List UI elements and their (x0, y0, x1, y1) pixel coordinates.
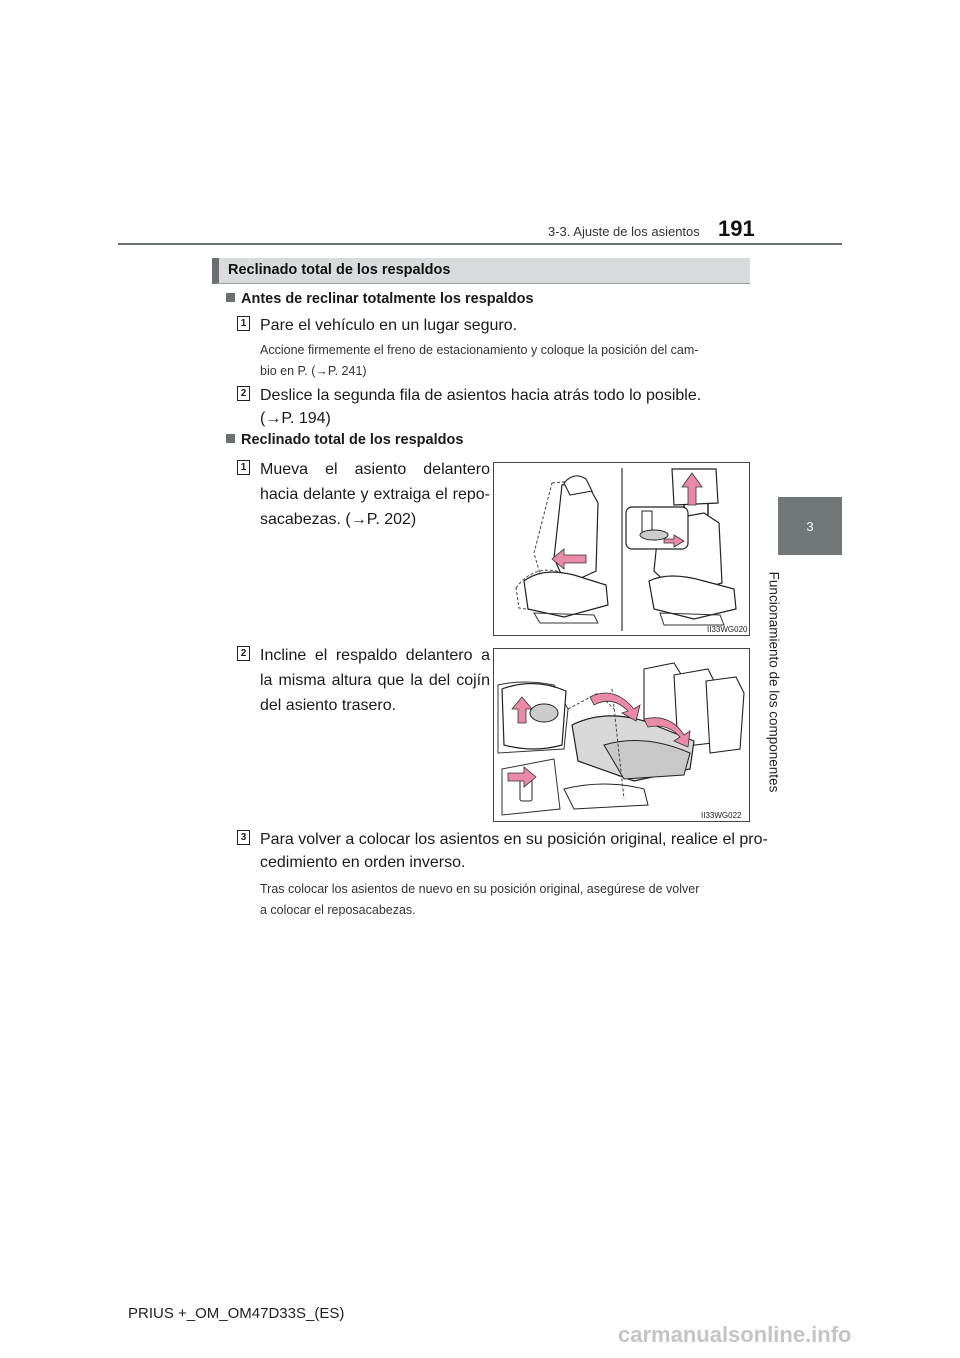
step-note-line: Accione firmemente el freno de estacionamiento y coloque la posición del cam- (260, 343, 699, 357)
step-text: Incline el respaldo delantero a la misma altura que la del cojín del asiento trasero. (260, 647, 490, 714)
figure-code: II33WG020 (707, 625, 748, 634)
step-text: Para volver a colocar los asientos en su posición original, realice el pro- (260, 831, 768, 848)
figure-recline-front-backrest (493, 648, 750, 822)
step-text: Mueva el asiento delantero hacia delante y extraiga el repo- sacabezas. (→P. 202) (260, 461, 490, 528)
running-head: 3-3. Ajuste de los asientos (548, 224, 700, 239)
step-badge-1: 1 (237, 460, 250, 475)
square-bullet-icon (226, 434, 235, 443)
subheading-full-reclining: Reclinado total de los respaldos (226, 432, 463, 448)
chapter-tab[interactable] (778, 497, 842, 555)
chapter-number: 3 (806, 518, 814, 534)
step-badge-2: 2 (237, 386, 250, 401)
step-text: cedimiento en orden inverso. (260, 854, 466, 871)
recline-seats-illustration (494, 649, 749, 821)
step-badge-3: 3 (237, 830, 250, 845)
chapter-title: Funcionamiento de los componentes (766, 571, 782, 793)
step-text: Deslice la segunda fila de asientos hacia atrás todo lo posible. (260, 387, 702, 404)
figure-front-seat-headrest (493, 462, 750, 636)
page-number: 191 (718, 216, 755, 241)
watermark: carmanualsonline.info (618, 1322, 852, 1347)
document-code: PRIUS +_OM_OM47D33S_(ES) (128, 1305, 345, 1322)
figure-code: II33WG022 (701, 811, 742, 820)
step-badge-1: 1 (237, 316, 250, 331)
header-divider (118, 243, 842, 245)
step-text: (→P. 194) (260, 410, 331, 427)
step-text: Pare el vehículo en un lugar seguro. (260, 317, 518, 334)
subheading-before-reclining: Antes de reclinar totalmente los respaldos (226, 291, 534, 307)
step-badge-2: 2 (237, 646, 250, 661)
square-bullet-icon (226, 293, 235, 302)
step-note-line: a colocar el reposacabezas. (260, 903, 416, 917)
step-note-line: bio en P. (→P. 241) (260, 364, 367, 378)
step-note-line: Tras colocar los asientos de nuevo en su posición original, asegúrese de volver (260, 882, 700, 896)
section-title: Reclinado total de los respaldos (212, 258, 750, 284)
front-seat-illustration (494, 463, 749, 635)
